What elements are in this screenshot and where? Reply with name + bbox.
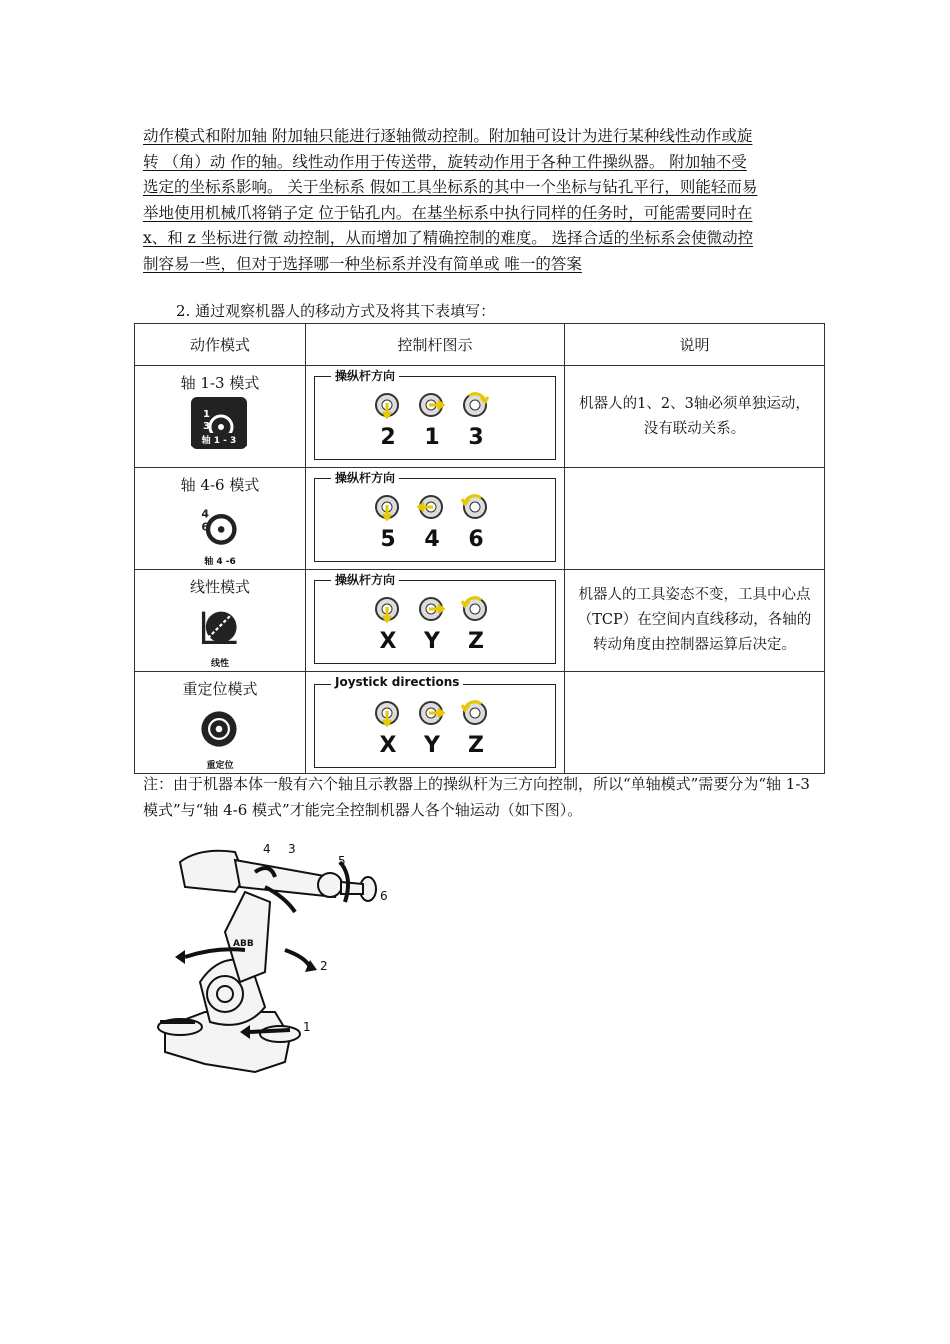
joystick-cell <box>306 468 565 570</box>
svg-text:4: 4 <box>201 507 210 521</box>
axis-number-label: 5 <box>338 854 346 868</box>
table-row <box>135 570 825 672</box>
axis-label: 5 <box>380 527 396 552</box>
axis-label: Z <box>468 733 484 758</box>
header-joystick: 控制杆图示 <box>306 324 565 366</box>
svg-text:6: 6 <box>201 520 210 534</box>
joystick-cell <box>306 366 565 468</box>
intro-line: 制容易一些，但对于选择哪一种坐标系并没有简单或 唯一的答案 <box>143 254 582 273</box>
motion-mode-table <box>134 323 825 774</box>
joystick-title: Joystick directions <box>331 675 463 689</box>
mode-cell <box>135 468 306 570</box>
joystick-diagram <box>314 573 556 664</box>
svg-text:1: 1 <box>203 409 210 420</box>
mode-name: 轴 4-6 模式 <box>180 476 260 494</box>
joystick-rotate-icon <box>461 391 489 419</box>
note-text: 注：由于机器本体一般有六个轴且示教器上的操纵杆为三方向控制，所以“单轴模式”需要分为“轴 1-3 模式”与“轴 4-6 模式”才能完全控制机器人各个轴运动（如下图）。 <box>143 775 810 819</box>
axis-1-3-icon <box>191 397 249 467</box>
intro-line: 选定的坐标系影响。 关于坐标系 假如工具坐标系的其中一个坐标与钻孔平行，则能轻而易 <box>143 178 758 197</box>
joystick-rotate-icon <box>461 595 489 623</box>
mode-cell <box>135 570 306 672</box>
description-cell: 机器人的1、2、3轴必须单独运动，没有联动关系。 <box>565 366 825 468</box>
axis-number-label: 6 <box>380 889 388 903</box>
table-row <box>135 468 825 570</box>
axis-label: X <box>379 629 397 654</box>
intro-line: x、和 z 坐标进行微 动控制，从而增加了精确控制的难度。 选择合适的坐标系会使微动控 <box>143 229 754 248</box>
axis-label: 1 <box>424 425 440 450</box>
joystick-diagram <box>314 471 556 562</box>
mode-cell <box>135 672 306 774</box>
joystick-right-icon <box>417 595 445 623</box>
axis-4-6-icon <box>191 499 249 569</box>
icon-caption: 轴 4 -6 <box>204 557 236 567</box>
axis-label: Z <box>468 629 484 654</box>
mode-name: 重定位模式 <box>182 680 258 698</box>
axis-label: 6 <box>468 527 484 552</box>
description-cell <box>565 468 825 570</box>
axis-label: Y <box>424 629 440 654</box>
description-cell <box>565 672 825 774</box>
joystick-down-icon <box>373 595 401 623</box>
table-row <box>135 366 825 468</box>
axis-label: Y <box>424 733 440 758</box>
intro-paragraph <box>143 124 808 278</box>
joystick-title: 操纵杆方向 <box>331 367 399 384</box>
icon-caption: 重定位 <box>206 761 234 771</box>
table-header-row <box>135 324 825 366</box>
joystick-diagram <box>314 675 556 768</box>
axis-number-label: 4 <box>263 842 271 856</box>
joystick-down-icon <box>373 699 401 727</box>
table-row <box>135 672 825 774</box>
mode-cell <box>135 366 306 468</box>
joystick-rotate-icon <box>461 699 489 727</box>
joystick-title: 操纵杆方向 <box>331 571 399 588</box>
header-description: 说明 <box>565 324 825 366</box>
joystick-title: 操纵杆方向 <box>331 469 399 486</box>
mode-name: 轴 1-3 模式 <box>180 374 260 392</box>
joystick-rotate-icon <box>461 493 489 521</box>
reorient-mode-icon <box>191 703 249 773</box>
robot-brand: ABB <box>233 939 254 949</box>
axis-label: 3 <box>468 425 484 450</box>
linear-mode-icon <box>191 601 249 671</box>
joystick-diagram <box>314 369 556 460</box>
axis-number-label: 1 <box>303 1020 311 1034</box>
header-mode: 动作模式 <box>135 324 306 366</box>
intro-line: 动作模式和附加轴 附加轴只能进行逐轴微动控制。附加轴可设计为进行某种线性动作或旋 <box>143 127 753 145</box>
joystick-right-icon <box>417 699 445 727</box>
axis-number-label: 3 <box>288 842 296 856</box>
robot-arm-illustration <box>145 832 405 1077</box>
svg-text:3: 3 <box>203 421 210 432</box>
joystick-left-icon <box>417 493 445 521</box>
icon-caption: 线性 <box>210 659 229 669</box>
axis-number-label: 2 <box>320 959 328 973</box>
mode-name: 线性模式 <box>189 578 250 596</box>
axis-label: 2 <box>380 425 396 450</box>
description-cell: 机器人的工具姿态不变，工具中心点（TCP）在空间内直线移动，各轴的转动角度由控制器运算后决定。 <box>565 570 825 672</box>
joystick-down-icon <box>373 391 401 419</box>
joystick-down-icon <box>373 493 401 521</box>
intro-line: 举地使用机械爪将销子定 位于钻孔内。在基坐标系中执行同样的任务时，可能需要同时在 <box>143 203 753 222</box>
intro-line: 转 （角）动 作的轴。线性动作用于传送带，旋转动作用于各种工件操纵器。 附加轴不受 <box>143 152 747 171</box>
question-text: 2. 通过观察机器人的移动方式及将其下表填写： <box>176 302 496 320</box>
icon-caption: 轴 1 - 3 <box>191 433 247 446</box>
joystick-cell <box>306 570 565 672</box>
axis-label: 4 <box>424 527 440 552</box>
joystick-right-icon <box>417 391 445 419</box>
axis-label: X <box>379 733 397 758</box>
joystick-cell <box>306 672 565 774</box>
